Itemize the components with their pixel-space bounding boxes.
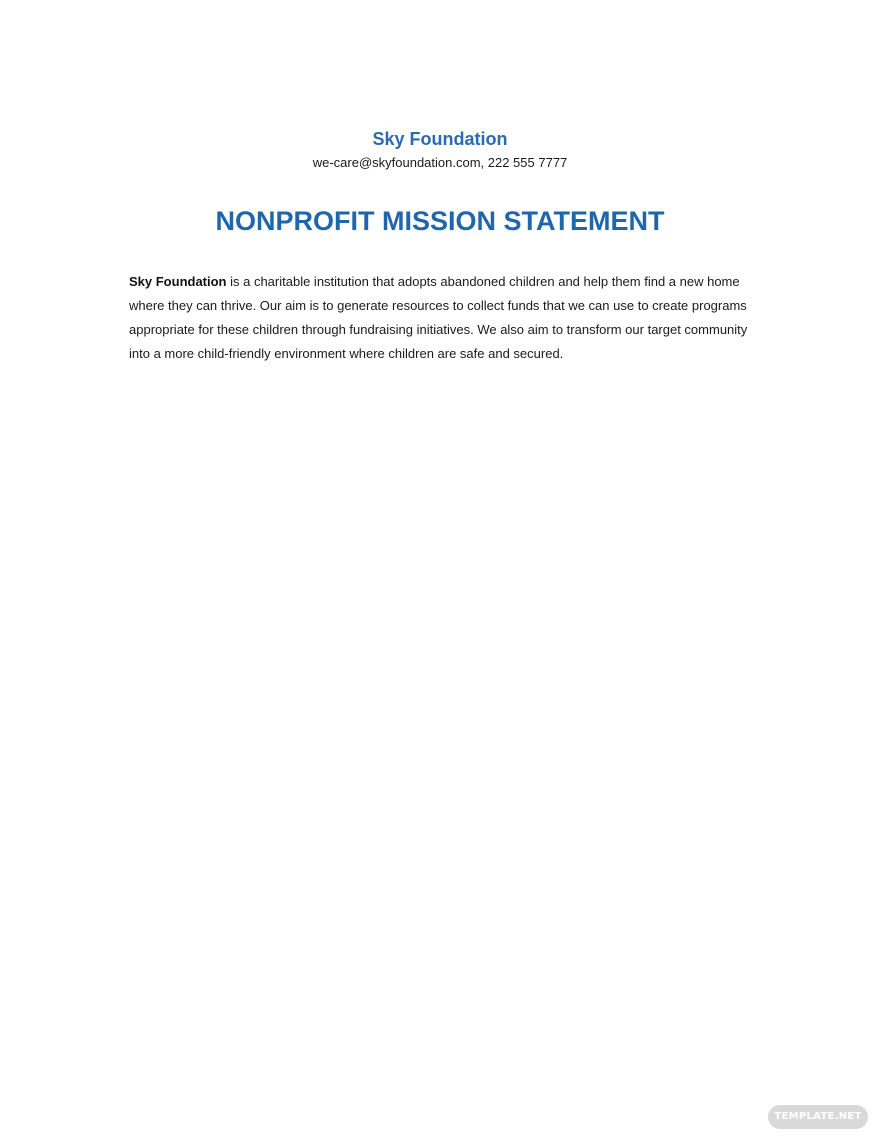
organization-name: Sky Foundation — [372, 129, 508, 149]
document-title: NONPROFIT MISSION STATEMENT — [215, 206, 665, 236]
mission-body-text: is a charitable institution that adopts abandoned children and help them find a new home where they can thrive. Our aim is to generate resources to collect funds that we can use to create programs appropriate for these children through fundraising initiatives. We also aim to transform our target community into a more child-friendly environment where children are safe and secured. — [129, 274, 748, 361]
contact-info: we-care@skyfoundation.com, 222 555 7777 — [312, 155, 568, 170]
mission-lead-text: Sky Foundation — [129, 274, 227, 289]
template-watermark-badge: TEMPLATE.NET — [768, 1105, 868, 1129]
mission-paragraph — [129, 270, 751, 366]
